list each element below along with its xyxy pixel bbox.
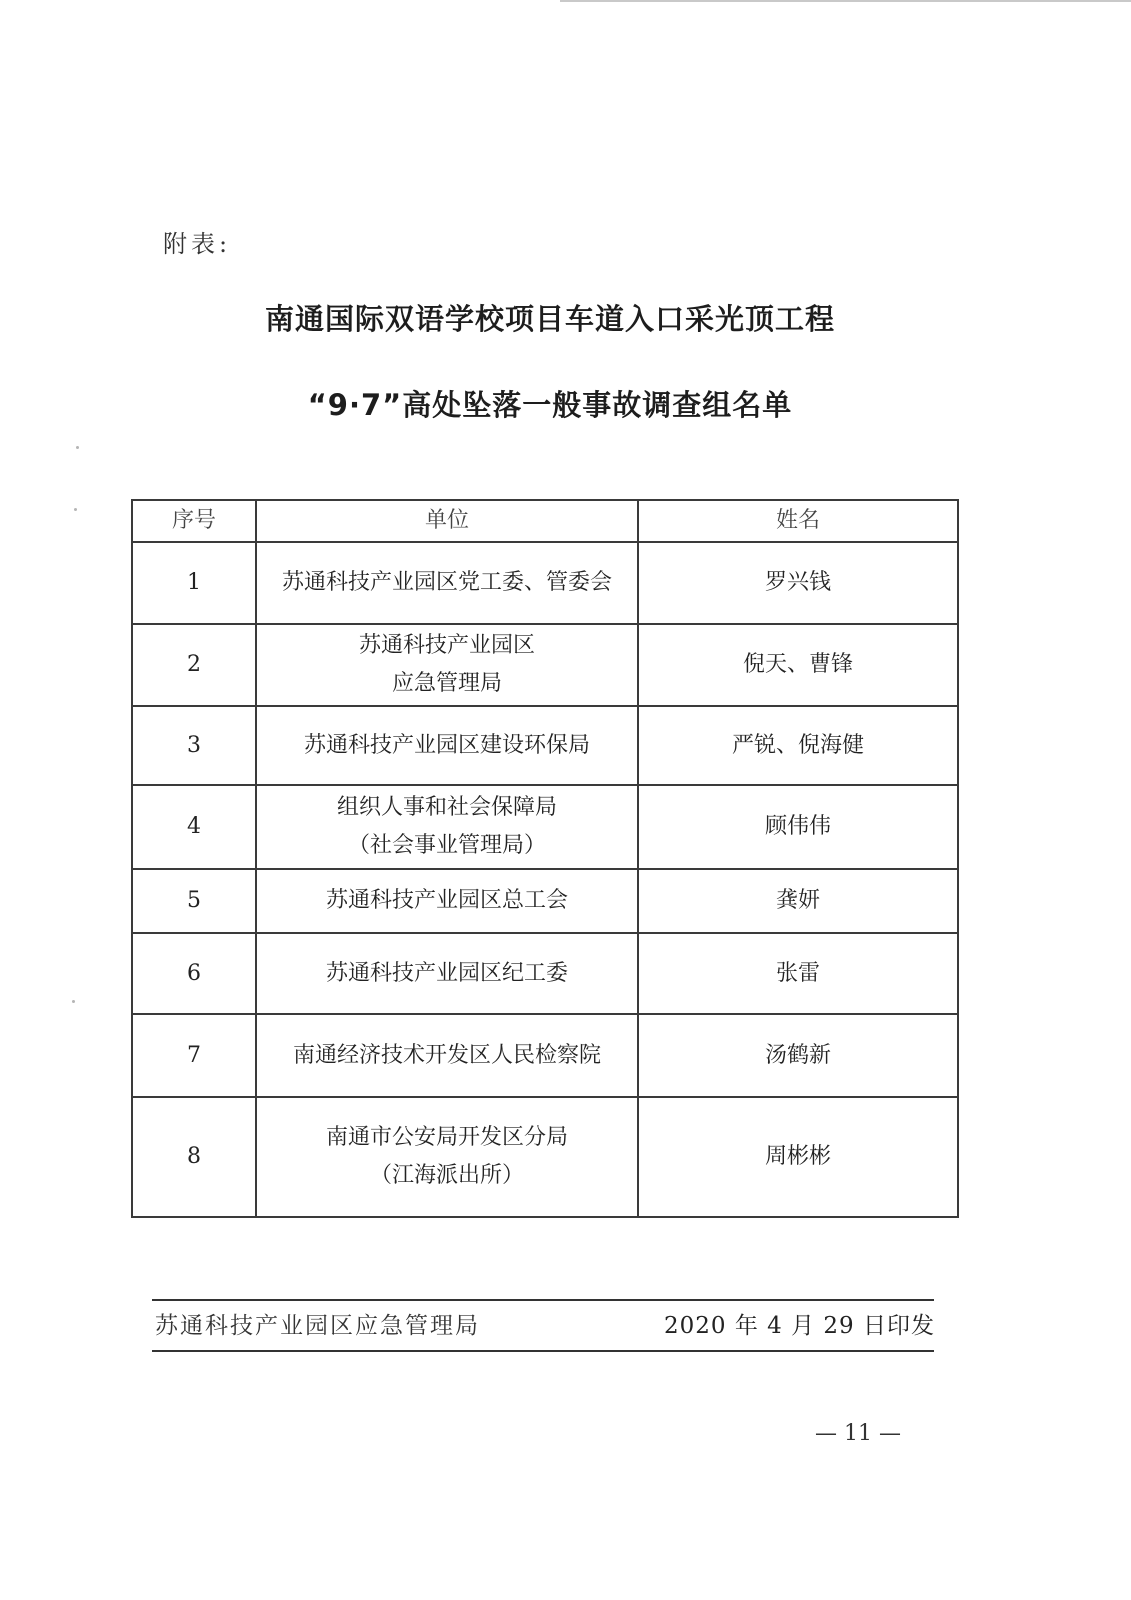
footer-top-rule [152,1299,934,1301]
unit-text: （社会事业管理局） [347,833,546,858]
unit-text: 苏通科技产业园区党工委、管委会 [281,570,612,595]
row-number: 4 [132,785,256,869]
row-number: 8 [132,1097,256,1217]
unit-cell [256,1014,638,1097]
member-names: 倪天、曹锋 [638,624,958,706]
scan-edge [560,0,1131,2]
unit-text: 苏通科技产业园区总工会 [325,888,568,913]
header-name: 姓名 [638,500,958,542]
table-row [132,624,958,706]
unit-text: （江海派出所） [369,1163,524,1188]
unit-cell [256,785,638,869]
table-row [132,1014,958,1097]
member-names: 龚妍 [638,869,958,933]
row-number: 5 [132,869,256,933]
unit-cell [256,1097,638,1217]
unit-cell [256,869,638,933]
header-unit: 单位 [256,500,638,542]
unit-text: 应急管理局 [391,671,502,696]
annex-label: 附表: [163,230,232,258]
member-names: 周彬彬 [638,1097,958,1217]
row-number: 7 [132,1014,256,1097]
unit-cell [256,542,638,624]
table-row [132,933,958,1014]
scan-speck [72,1000,75,1003]
unit-text: 苏通科技产业园区 [358,633,535,658]
unit-cell [256,933,638,1014]
row-number: 2 [132,624,256,706]
unit-text: 南通市公安局开发区分局 [325,1125,568,1150]
header-serial-number: 序号 [132,500,256,542]
document-title-line-1: 南通国际双语学校项目车道入口采光顶工程 [264,302,835,336]
footer-bottom-rule [152,1350,934,1352]
scan-speck [76,446,79,449]
row-number: 3 [132,706,256,785]
table-row [132,785,958,869]
document-title-line-2: “9·7”高处坠落一般事故调查组名单 [307,388,793,422]
member-names: 严锐、倪海健 [638,706,958,785]
row-number: 1 [132,542,256,624]
issue-date: 2020 年 4 月 29 日印发 [664,1313,935,1339]
unit-cell [256,706,638,785]
page-number: — 11 — [815,1421,901,1446]
member-names: 汤鹤新 [638,1014,958,1097]
member-names: 顾伟伟 [638,785,958,869]
unit-text: 苏通科技产业园区建设环保局 [303,732,590,758]
table-row [132,542,958,624]
issuing-authority: 苏通科技产业园区应急管理局 [155,1313,480,1339]
unit-cell [256,624,638,706]
table-row [132,1097,958,1217]
scan-speck [74,508,77,511]
unit-text: 组织人事和社会保障局 [336,795,557,820]
investigation-team-table [131,499,959,1218]
unit-text: 苏通科技产业园区纪工委 [325,960,568,986]
member-names: 张雷 [638,933,958,1014]
unit-text: 南通经济技术开发区人民检察院 [292,1042,601,1068]
table-header-row [132,500,958,542]
row-number: 6 [132,933,256,1014]
member-names: 罗兴钱 [638,542,958,624]
table-row [132,869,958,933]
table-row [132,706,958,785]
